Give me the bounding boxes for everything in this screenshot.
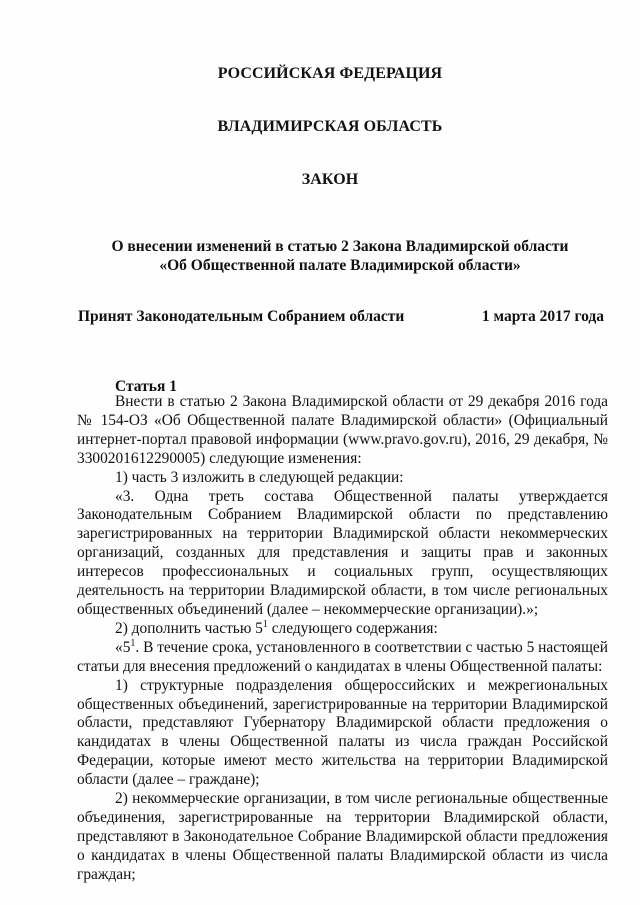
- item-2-lead: [77, 620, 608, 639]
- region-heading: ВЛАДИМИРСКАЯ ОБЛАСТЬ: [217, 118, 443, 135]
- article-heading: Статья 1: [115, 378, 177, 395]
- state-heading: РОССИЙСКАЯ ФЕДЕРАЦИЯ: [217, 65, 443, 82]
- part-5-1-superscript: 1: [130, 637, 136, 649]
- law-title: [90, 237, 590, 275]
- part-5-1-number: «5: [115, 638, 131, 656]
- adoption-date: 1 марта 2017 года: [481, 308, 604, 325]
- part-5-1-body: . В течение срока, установленного в соответствии с частью 5 настоящей статьи для внесения предложений о кандидатах в члены Общественной палаты:: [77, 638, 608, 675]
- item-2-lead-tail: следующего содержания:: [267, 619, 438, 637]
- law-title-line-1: О внесении изменений в статью 2 Закона Владимирской области: [111, 238, 569, 255]
- adopted-by: Принят Законодательным Собранием области: [78, 308, 405, 325]
- document-type-heading: ЗАКОН: [301, 171, 359, 188]
- item-2-lead-text: 2) дополнить частью 5: [115, 619, 263, 637]
- subitem-2: 2) некоммерческие организации, в том числе региональные общественные объединения, зарегистрированные на территории Владимирской области, представляют в Законодательное Собрание Владимирской области предложения о кандидатах в члены Общественной палаты Владимирской области из числа граждан;: [77, 790, 608, 883]
- item-1-lead: 1) часть 3 изложить в следующей редакции:: [115, 468, 404, 486]
- article-intro-paragraph: Внести в статью 2 Закона Владимирской области от 29 декабря 2016 года № 154-ОЗ «Об Общественной палате Владимирской области» (Официальный интернет-портал правовой информации (www.pravo.gov.ru), 2016, 29 декабря, № 3300201612290005) следующие изменения:: [77, 393, 608, 467]
- item-2-superscript: 1: [262, 618, 268, 630]
- part-3-text: «3. Одна треть состава Общественной палаты утверждается Законодательным Собранием Владимирской области по представлению зарегистрированных на территории Владимирской области некоммерческих организаций, созданных для представления и защиты прав и законных интересов профессиональных и социальных групп, осуществляющих деятельность на территории Владимирской области, в том числе региональных общественных объединений (далее – некоммерческие организации).»;: [77, 487, 608, 618]
- law-title-line-2: «Об Общественной палате Владимирской области»: [159, 257, 521, 274]
- part-5-1-text: [77, 639, 608, 677]
- article-body: [77, 393, 608, 885]
- subitem-1: 1) структурные подразделения общероссийских и межрегиональных общественных объединений, зарегистрированные на территории Владимирской области, представляют Губернатору Владимирской области предложения о кандидатах в члены Общественной палаты из числа граждан Российской Федерации, которые имеют место жительства на территории Владимирской области (далее – граждане);: [77, 676, 608, 789]
